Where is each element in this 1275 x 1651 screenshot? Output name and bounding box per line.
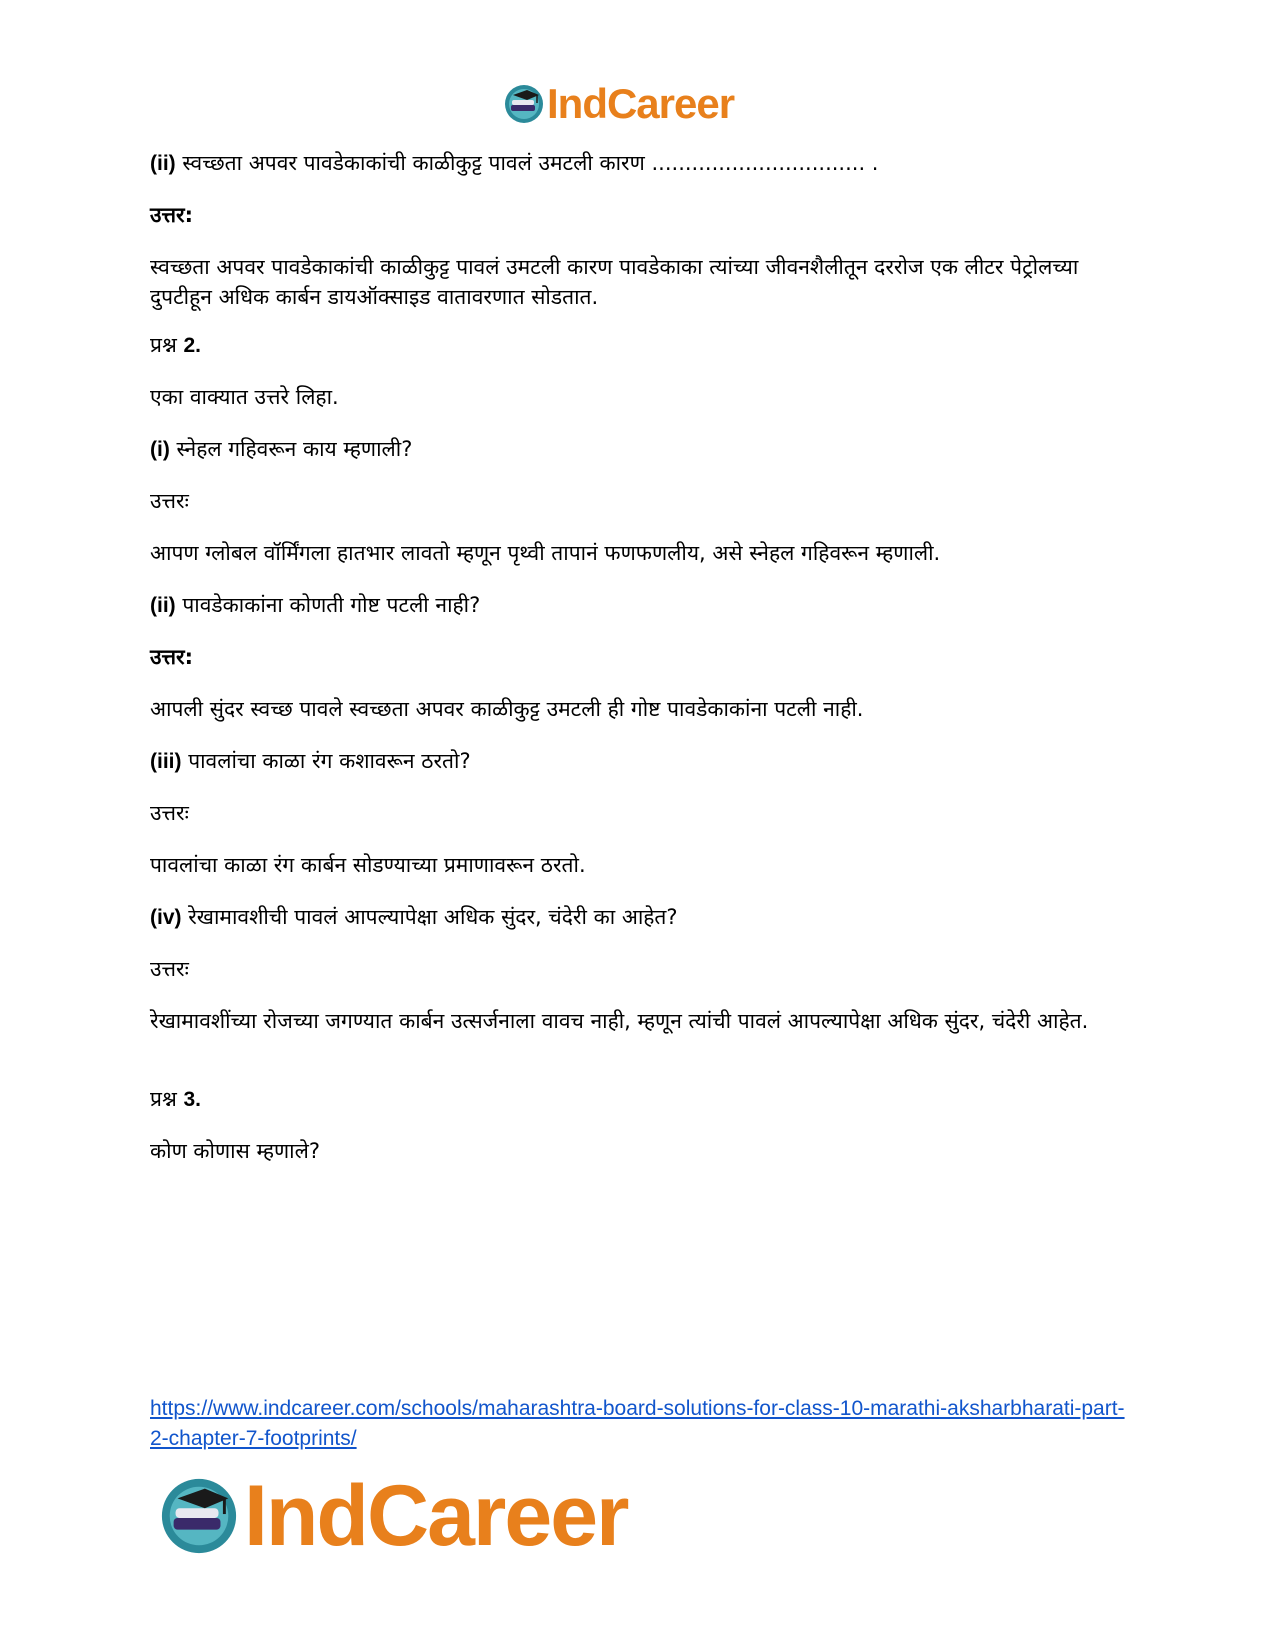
question-2-iii [150, 746, 1125, 777]
source-link[interactable]: https://www.indcareer.com/schools/maharashtra-board-solutions-for-class-10-marathi-aksharbharati-part-2-chapter-7-footprints/ [150, 1397, 1125, 1450]
footer-logo [158, 1466, 628, 1566]
question-2-instruction: एका वाक्यात उत्तरे लिहा. [150, 385, 339, 409]
question-2-iv [150, 902, 1125, 933]
answer-label: उत्तरः [150, 957, 189, 981]
answer-text: पावलांचा काळा रंग कार्बन सोडण्याच्या प्रमाणावरून ठरतो. [150, 853, 586, 877]
question-label: (iii) [150, 750, 182, 773]
footer-logo-text: IndCareer [244, 1467, 628, 1564]
answer-text: आपण ग्लोबल वॉर्मिंगला हातभार लावतो म्हणून पृथ्वी तापानं फणफणलीय, असे स्नेहल गहिवरून म्हणाली. [150, 541, 941, 565]
question-3-instruction: कोण कोणास म्हणाले? [150, 1139, 320, 1163]
question-text: रेखामावशीची पावलं आपल्यापेक्षा अधिक सुंदर, चंदेरी का आहेत? [188, 905, 678, 929]
question-label: (i) [150, 438, 170, 461]
question-heading-number: 3. [183, 1088, 201, 1111]
question-1-ii [150, 148, 1125, 179]
header-logo-text: IndCareer [547, 80, 735, 127]
question-text: पावलांचा काळा रंग कशावरून ठरतो? [188, 749, 471, 773]
question-text: पावडेकाकांना कोणती गोष्ट पटली नाही? [182, 593, 481, 617]
question-label: (iv) [150, 906, 182, 929]
answer-label: उत्तरः [150, 801, 189, 825]
question-heading-number: 2. [183, 334, 201, 357]
answer-text: स्वच्छता अपवर पावडेकाकांची काळीकुट्ट पावलं उमटली कारण पावडेकाका त्यांच्या जीवनशैलीतून दररोज एक लीटर पेट्रोलच्या दुपटीहून अधिक कार्बन डायऑक्साइड वातावरणात सोडतात. [150, 255, 1079, 309]
answer-label: उत्तरः [150, 489, 189, 513]
question-3-heading [150, 1084, 1125, 1115]
answer-text: आपली सुंदर स्वच्छ पावले स्वच्छता अपवर काळीकुट्ट उमटली ही गोष्ट पावडेकाकांना पटली नाही. [150, 697, 864, 721]
question-heading-word: प्रश्न [150, 333, 177, 357]
header-logo [503, 78, 734, 130]
question-heading-word: प्रश्न [150, 1087, 177, 1111]
question-label: (ii) [150, 594, 176, 617]
question-text: स्नेहल गहिवरून काय म्हणाली? [176, 437, 413, 461]
book-graduation-cap-globe-icon [503, 83, 545, 125]
question-2-heading [150, 330, 1125, 361]
question-2-i [150, 434, 1125, 465]
question-text: स्वच्छता अपवर पावडेकाकांची काळीकुट्ट पावलं उमटली कारण ................................ . [182, 151, 879, 175]
answer-label: उत्तर: [150, 645, 194, 669]
book-graduation-cap-globe-icon [158, 1475, 240, 1557]
answer-label: उत्तर: [150, 203, 194, 227]
question-2-ii [150, 590, 1125, 621]
question-label: (ii) [150, 152, 176, 175]
answer-text: रेखामावशींच्या रोजच्या जगण्यात कार्बन उत्सर्जनाला वावच नाही, म्हणून त्यांची पावलं आपल्यापेक्षा अधिक सुंदर, चंदेरी आहेत. [150, 1009, 1089, 1033]
